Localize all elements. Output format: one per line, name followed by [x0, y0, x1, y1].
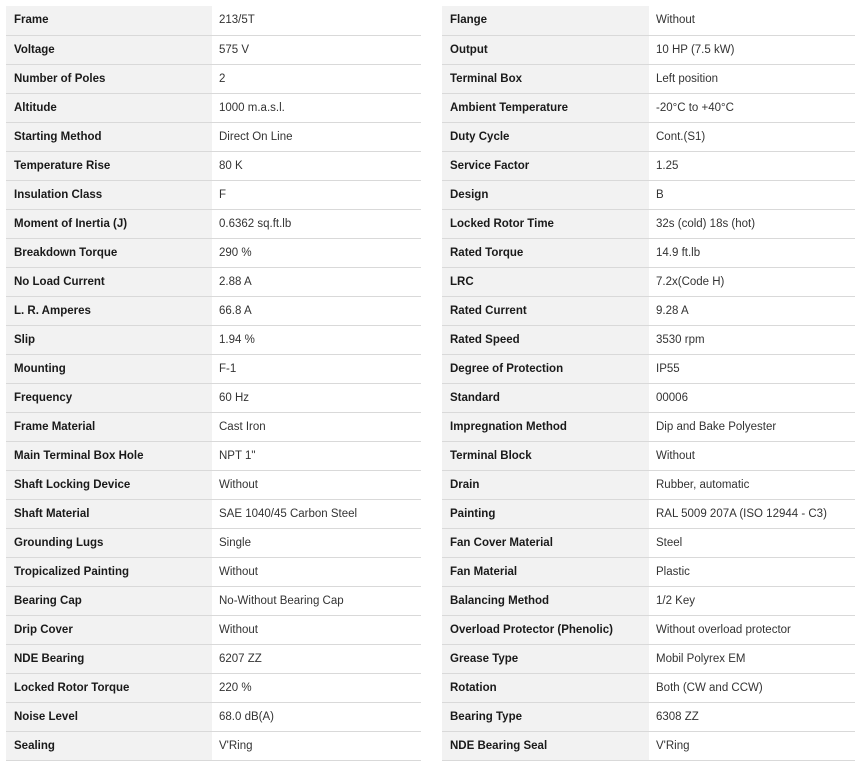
- spec-label: Drain: [442, 470, 649, 499]
- spec-value: Single: [212, 528, 421, 557]
- spec-row: [442, 383, 855, 412]
- spec-label: Impregnation Method: [442, 412, 649, 441]
- spec-value: 290 %: [212, 238, 421, 267]
- spec-row: [442, 557, 855, 586]
- spec-value: 00006: [649, 383, 855, 412]
- spec-row: [6, 412, 421, 441]
- spec-label: Bearing Cap: [6, 586, 212, 615]
- spec-label: Standard: [442, 383, 649, 412]
- spec-row: [6, 673, 421, 702]
- spec-row: [442, 64, 855, 93]
- spec-label: Balancing Method: [442, 586, 649, 615]
- spec-row: [6, 383, 421, 412]
- spec-row: [6, 122, 421, 151]
- spec-value: Plastic: [649, 557, 855, 586]
- spec-row: [442, 209, 855, 238]
- spec-value: 1.25: [649, 151, 855, 180]
- spec-row: [442, 35, 855, 64]
- spec-value: 0.6362 sq.ft.lb: [212, 209, 421, 238]
- spec-row: [442, 528, 855, 557]
- spec-value: Without: [212, 470, 421, 499]
- spec-label: LRC: [442, 267, 649, 296]
- spec-row: [442, 238, 855, 267]
- spec-value: 80 K: [212, 151, 421, 180]
- spec-value: Mobil Polyrex EM: [649, 644, 855, 673]
- spec-value: Cast Iron: [212, 412, 421, 441]
- spec-row: [442, 673, 855, 702]
- spec-label: Duty Cycle: [442, 122, 649, 151]
- spec-row: [6, 209, 421, 238]
- spec-value: 220 %: [212, 673, 421, 702]
- spec-label: Voltage: [6, 35, 212, 64]
- spec-label: Number of Poles: [6, 64, 212, 93]
- spec-value: 60 Hz: [212, 383, 421, 412]
- spec-row: [442, 6, 855, 35]
- spec-row: [442, 586, 855, 615]
- spec-value: Steel: [649, 528, 855, 557]
- spec-label: Main Terminal Box Hole: [6, 441, 212, 470]
- spec-label: Noise Level: [6, 702, 212, 731]
- spec-value: 1/2 Key: [649, 586, 855, 615]
- spec-label: Frame Material: [6, 412, 212, 441]
- spec-value: 3530 rpm: [649, 325, 855, 354]
- spec-label: Rotation: [442, 673, 649, 702]
- spec-row: [442, 441, 855, 470]
- spec-label: Service Factor: [442, 151, 649, 180]
- spec-value: 9.28 A: [649, 296, 855, 325]
- spec-label: Output: [442, 35, 649, 64]
- spec-label: NDE Bearing: [6, 644, 212, 673]
- spec-value: Without: [649, 6, 855, 35]
- spec-value: Rubber, automatic: [649, 470, 855, 499]
- spec-row: [6, 702, 421, 731]
- spec-value: 1.94 %: [212, 325, 421, 354]
- spec-label: Grease Type: [442, 644, 649, 673]
- spec-value: F-1: [212, 354, 421, 383]
- spec-row: [6, 296, 421, 325]
- spec-row: [442, 325, 855, 354]
- spec-label: Fan Material: [442, 557, 649, 586]
- spec-label: Frequency: [6, 383, 212, 412]
- spec-row: [6, 644, 421, 673]
- spec-label: Frame: [6, 6, 212, 35]
- spec-label: Fan Cover Material: [442, 528, 649, 557]
- spec-row: [6, 586, 421, 615]
- spec-row: [442, 93, 855, 122]
- spec-label: Insulation Class: [6, 180, 212, 209]
- spec-table-left: [6, 6, 421, 761]
- spec-row: [6, 499, 421, 528]
- spec-label: Rated Current: [442, 296, 649, 325]
- spec-row: [442, 412, 855, 441]
- spec-value: Direct On Line: [212, 122, 421, 151]
- spec-value: 7.2x(Code H): [649, 267, 855, 296]
- spec-label: No Load Current: [6, 267, 212, 296]
- spec-label: Shaft Locking Device: [6, 470, 212, 499]
- spec-value: 68.0 dB(A): [212, 702, 421, 731]
- spec-value: B: [649, 180, 855, 209]
- spec-value: 6308 ZZ: [649, 702, 855, 731]
- spec-row: [442, 644, 855, 673]
- spec-value: IP55: [649, 354, 855, 383]
- spec-row: [6, 64, 421, 93]
- spec-row: [6, 441, 421, 470]
- spec-label: Altitude: [6, 93, 212, 122]
- spec-value: 14.9 ft.lb: [649, 238, 855, 267]
- spec-value: 10 HP (7.5 kW): [649, 35, 855, 64]
- spec-value: Without: [212, 615, 421, 644]
- spec-row: [442, 296, 855, 325]
- spec-label: Locked Rotor Time: [442, 209, 649, 238]
- spec-row: [6, 615, 421, 644]
- spec-value: F: [212, 180, 421, 209]
- spec-value: SAE 1040/45 Carbon Steel: [212, 499, 421, 528]
- spec-label: Locked Rotor Torque: [6, 673, 212, 702]
- spec-value: 2: [212, 64, 421, 93]
- spec-label: Slip: [6, 325, 212, 354]
- spec-value: Cont.(S1): [649, 122, 855, 151]
- spec-row: [442, 180, 855, 209]
- spec-label: Rated Speed: [442, 325, 649, 354]
- spec-row: [6, 528, 421, 557]
- spec-row: [6, 238, 421, 267]
- spec-table-right: [442, 6, 855, 761]
- spec-row: [442, 615, 855, 644]
- spec-row: [442, 151, 855, 180]
- spec-label: Bearing Type: [442, 702, 649, 731]
- spec-label: NDE Bearing Seal: [442, 731, 649, 760]
- spec-value: Without: [649, 441, 855, 470]
- spec-row: [6, 354, 421, 383]
- spec-value: 2.88 A: [212, 267, 421, 296]
- spec-value: Dip and Bake Polyester: [649, 412, 855, 441]
- spec-value: 1000 m.a.s.l.: [212, 93, 421, 122]
- spec-value: RAL 5009 207A (ISO 12944 - C3): [649, 499, 855, 528]
- spec-label: Drip Cover: [6, 615, 212, 644]
- spec-row: [6, 731, 421, 760]
- spec-value: V'Ring: [649, 731, 855, 760]
- spec-row: [442, 702, 855, 731]
- spec-row: [6, 180, 421, 209]
- spec-value: No-Without Bearing Cap: [212, 586, 421, 615]
- spec-value: Both (CW and CCW): [649, 673, 855, 702]
- spec-label: Terminal Box: [442, 64, 649, 93]
- spec-value: Without: [212, 557, 421, 586]
- spec-value: 6207 ZZ: [212, 644, 421, 673]
- spec-row: [6, 267, 421, 296]
- spec-label: Grounding Lugs: [6, 528, 212, 557]
- spec-row: [6, 557, 421, 586]
- spec-table-left-body: [6, 6, 421, 760]
- spec-row: [6, 470, 421, 499]
- spec-value: 575 V: [212, 35, 421, 64]
- spec-table-right-body: [442, 6, 855, 760]
- spec-label: Degree of Protection: [442, 354, 649, 383]
- spec-label: Mounting: [6, 354, 212, 383]
- spec-label: Starting Method: [6, 122, 212, 151]
- spec-value: Without overload protector: [649, 615, 855, 644]
- spec-label: Sealing: [6, 731, 212, 760]
- spec-value: NPT 1": [212, 441, 421, 470]
- spec-label: Ambient Temperature: [442, 93, 649, 122]
- spec-label: Painting: [442, 499, 649, 528]
- spec-row: [6, 151, 421, 180]
- spec-label: Moment of Inertia (J): [6, 209, 212, 238]
- spec-row: [442, 499, 855, 528]
- spec-row: [442, 354, 855, 383]
- spec-label: Terminal Block: [442, 441, 649, 470]
- spec-value: 66.8 A: [212, 296, 421, 325]
- spec-row: [6, 325, 421, 354]
- spec-row: [6, 93, 421, 122]
- spec-label: Shaft Material: [6, 499, 212, 528]
- spec-row: [442, 470, 855, 499]
- spec-row: [442, 731, 855, 760]
- spec-row: [6, 6, 421, 35]
- spec-label: Tropicalized Painting: [6, 557, 212, 586]
- spec-row: [6, 35, 421, 64]
- spec-row: [442, 267, 855, 296]
- spec-label: Flange: [442, 6, 649, 35]
- spec-label: Temperature Rise: [6, 151, 212, 180]
- spec-label: Rated Torque: [442, 238, 649, 267]
- spec-label: Breakdown Torque: [6, 238, 212, 267]
- spec-value: Left position: [649, 64, 855, 93]
- spec-label: Design: [442, 180, 649, 209]
- spec-value: V'Ring: [212, 731, 421, 760]
- spec-value: 213/5T: [212, 6, 421, 35]
- spec-row: [442, 122, 855, 151]
- spec-value: -20°C to +40°C: [649, 93, 855, 122]
- spec-value: 32s (cold) 18s (hot): [649, 209, 855, 238]
- spec-label: L. R. Amperes: [6, 296, 212, 325]
- spec-label: Overload Protector (Phenolic): [442, 615, 649, 644]
